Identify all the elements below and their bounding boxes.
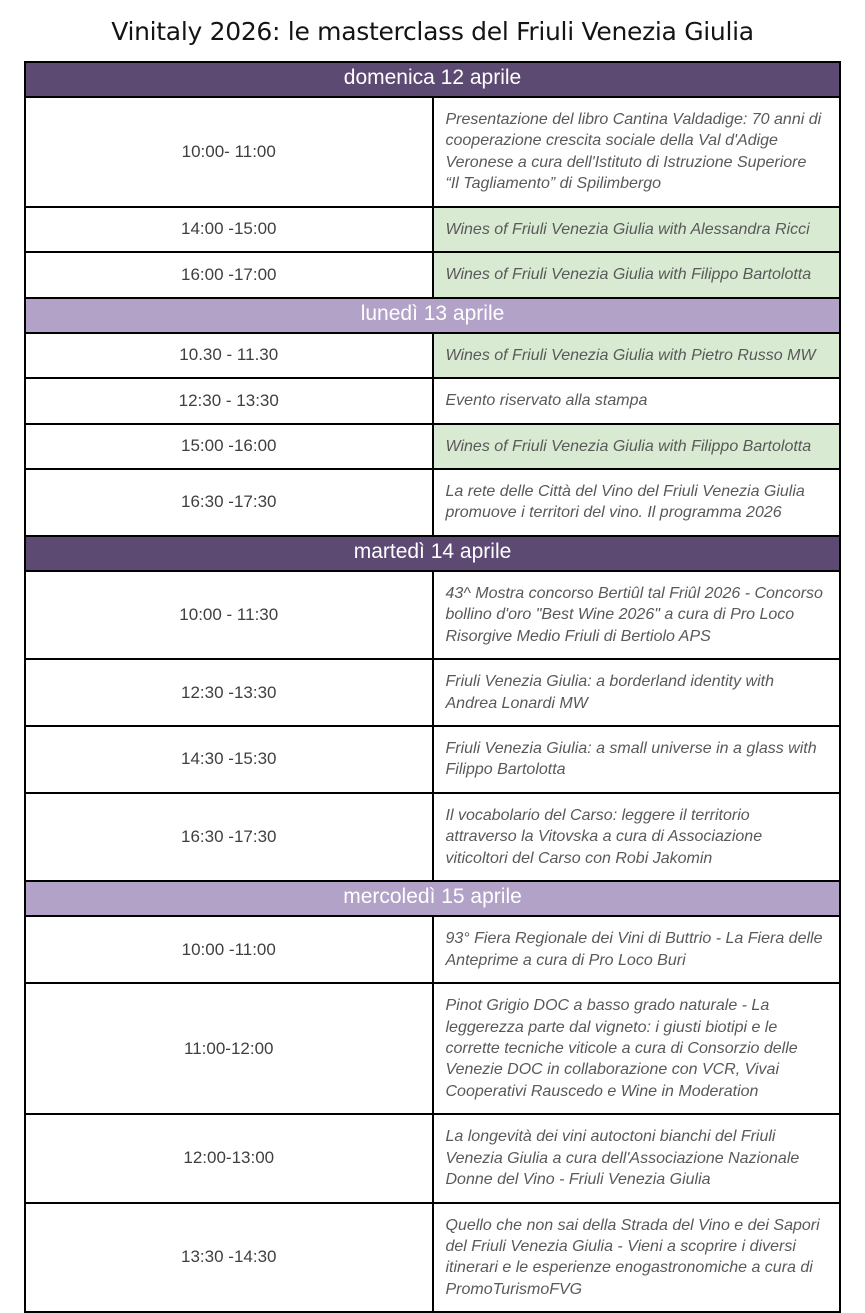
event-description: Friuli Venezia Giulia: a small universe in a glass with Filippo Bartolotta <box>433 726 841 793</box>
event-description: Wines of Friuli Venezia Giulia with Filippo Bartolotta <box>433 424 841 469</box>
event-time: 14:00 -15:00 <box>25 207 433 252</box>
event-time: 13:30 -14:30 <box>25 1203 433 1313</box>
event-description: Presentazione del libro Cantina Valdadige: 70 anni di cooperazione crescita sociale della Val d'Adige Veronese a cura dell'Istituto di Istruzione Superiore “Il Tagliamento” di Spilimbergo <box>433 97 841 207</box>
event-row <box>25 916 840 983</box>
event-time: 10:00 - 11:30 <box>25 571 433 659</box>
event-description: 93° Fiera Regionale dei Vini di Buttrio - La Fiera delle Anteprime a cura di Pro Loco Buri <box>433 916 841 983</box>
event-row <box>25 659 840 726</box>
event-row <box>25 424 840 469</box>
event-time: 12:00-13:00 <box>25 1114 433 1202</box>
event-description: Friuli Venezia Giulia: a borderland identity with Andrea Lonardi MW <box>433 659 841 726</box>
event-description: Wines of Friuli Venezia Giulia with Alessandra Ricci <box>433 207 841 252</box>
event-row <box>25 333 840 378</box>
event-time: 16:30 -17:30 <box>25 469 433 536</box>
event-description: Evento riservato alla stampa <box>433 378 841 423</box>
event-description: La longevità dei vini autoctoni bianchi del Friuli Venezia Giulia a cura dell'Associazione Nazionale Donne del Vino - Friuli Venezia Giulia <box>433 1114 841 1202</box>
page-title: Vinitaly 2026: le masterclass del Friuli Venezia Giulia <box>111 17 754 46</box>
event-time: 12:30 -13:30 <box>25 659 433 726</box>
event-time: 16:30 -17:30 <box>25 793 433 881</box>
event-description: Wines of Friuli Venezia Giulia with Filippo Bartolotta <box>433 252 841 297</box>
event-time: 16:00 -17:00 <box>25 252 433 297</box>
day-header-label: domenica 12 aprile <box>25 62 840 97</box>
event-row <box>25 97 840 207</box>
event-row <box>25 793 840 881</box>
event-row <box>25 1203 840 1313</box>
event-time: 12:30 - 13:30 <box>25 378 433 423</box>
event-row <box>25 207 840 252</box>
event-time: 15:00 -16:00 <box>25 424 433 469</box>
event-row <box>25 378 840 423</box>
day-header-mercoledi-15-aprile <box>25 881 840 916</box>
day-header-martedi-14-aprile <box>25 536 840 571</box>
event-description: Quello che non sai della Strada del Vino e dei Sapori del Friuli Venezia Giulia - Vieni a scoprire i diversi itinerari e le esperienze enogastronomiche a cura di PromoTurismoFVG <box>433 1203 841 1313</box>
event-time: 10.30 - 11.30 <box>25 333 433 378</box>
event-description: Pinot Grigio DOC a basso grado naturale - La leggerezza parte dal vigneto: i giusti biotipi e le corrette tecniche viticole a cura di Consorzio delle Venezie DOC in collaborazione con VCR, Vivai Cooperativi Rauscedo e Wine in Moderation <box>433 983 841 1114</box>
day-header-lunedi-13-aprile <box>25 298 840 333</box>
day-header-label: lunedì 13 aprile <box>25 298 840 333</box>
event-row <box>25 983 840 1114</box>
event-description: La rete delle Città del Vino del Friuli Venezia Giulia promuove i territori del vino. Il programma 2026 <box>433 469 841 536</box>
event-time: 10:00- 11:00 <box>25 97 433 207</box>
event-description: 43^ Mostra concorso Bertiûl tal Friûl 2026 - Concorso bollino d'oro "Best Wine 2026" a cura di Pro Loco Risorgive Medio Friuli di Bertiolo APS <box>433 571 841 659</box>
event-description: Il vocabolario del Carso: leggere il territorio attraverso la Vitovska a cura di Associazione viticoltori del Carso con Robi Jakomin <box>433 793 841 881</box>
event-row <box>25 726 840 793</box>
event-row <box>25 252 840 297</box>
masterclass-schedule-table <box>24 61 841 1313</box>
day-header-domenica-12-aprile <box>25 62 840 97</box>
event-row <box>25 571 840 659</box>
event-row <box>25 469 840 536</box>
event-row <box>25 1114 840 1202</box>
event-time: 11:00-12:00 <box>25 983 433 1114</box>
event-time: 14:30 -15:30 <box>25 726 433 793</box>
day-header-label: martedì 14 aprile <box>25 536 840 571</box>
event-description: Wines of Friuli Venezia Giulia with Pietro Russo MW <box>433 333 841 378</box>
day-header-label: mercoledì 15 aprile <box>25 881 840 916</box>
event-time: 10:00 -11:00 <box>25 916 433 983</box>
